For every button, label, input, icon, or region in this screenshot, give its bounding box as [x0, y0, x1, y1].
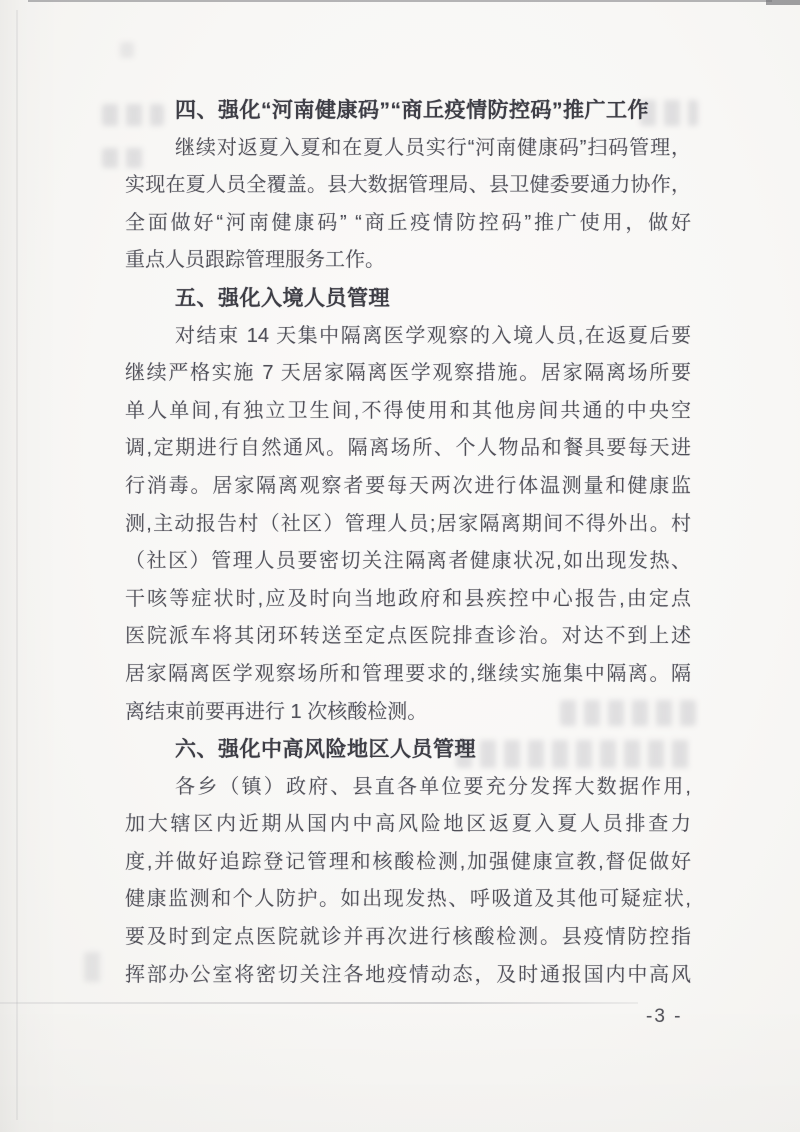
body-line: 干咳等症状时,应及时向当地政府和县疾控中心报告,由定点: [125, 587, 691, 610]
scan-edge-line: [28, 0, 772, 2]
body-line: 行消毒。居家隔离观察者要每天两次进行体温测量和健康监: [125, 474, 691, 497]
section-heading: 四、强化“河南健康码”“商丘疫情防控码”推广工作: [175, 99, 649, 122]
body-line: 离结束前要再进行 1 次核酸检测。: [125, 700, 428, 723]
body-line: 继续对返夏入夏和在夏人员实行“河南健康码”扫码管理，: [175, 136, 691, 159]
body-line: 全面做好“河南健康码” “商丘疫情防控码”推广使用，做好: [125, 211, 691, 234]
body-line: 对结束 14 天集中隔离医学观察的入境人员,在返夏后要: [175, 324, 691, 347]
body-line: 医院派车将其闭环转送至定点医院排查诊治。对达不到上述: [125, 625, 691, 648]
page-number: -3 -: [646, 1006, 683, 1027]
body-line: 挥部办公室将密切关注各地疫情动态，及时通报国内中高风: [125, 963, 691, 986]
bleedthrough-artifact: [120, 42, 134, 58]
body-line: 实现在夏人员全覆盖。县大数据管理局、县卫健委要通力协作，: [125, 174, 691, 197]
section-heading: 六、强化中高风险地区人员管理: [175, 738, 476, 762]
body-line: 测,主动报告村（社区）管理人员;居家隔离期间不得外出。村: [125, 512, 691, 535]
body-line: 继续严格实施 7 天居家隔离医学观察措施。居家隔离场所要: [125, 362, 691, 385]
body-line: 各乡（镇）政府、县直各单位要充分发挥大数据作用,: [175, 775, 691, 798]
body-line: （社区）管理人员要密切关注隔离者健康状况,如出现发热、: [125, 550, 691, 573]
section-heading: 五、强化入境人员管理: [175, 286, 390, 310]
body-line: 重点人员跟踪管理服务工作。: [125, 249, 385, 272]
paper-crease: [16, 10, 18, 1120]
body-line: 加大辖区内近期从国内中高风险地区返夏入夏人员排查力: [125, 813, 691, 836]
body-line: 要及时到定点医院就诊并再次进行核酸检测。县疫情防控指: [125, 926, 691, 949]
body-line: 健康监测和个人防护。如出现发热、呼吸道及其他可疑症状,: [125, 888, 691, 911]
body-line: 度,并做好追踪登记管理和核酸检测,加强健康宣教,督促做好: [125, 850, 691, 873]
body-line: 单人单间,有独立卫生间,不得使用和其他房间共通的中央空: [125, 399, 691, 422]
body-line: 调,定期进行自然通风。隔离场所、个人物品和餐具要每天进: [125, 437, 691, 460]
document-body: [125, 92, 691, 994]
body-line: 居家隔离医学观察场所和管理要求的,继续实施集中隔离。隔: [125, 662, 691, 685]
scan-edge-corner-mark: [766, 0, 800, 5]
bleedthrough-artifact: [84, 952, 104, 982]
footer-scan-streak: [0, 1002, 638, 1004]
